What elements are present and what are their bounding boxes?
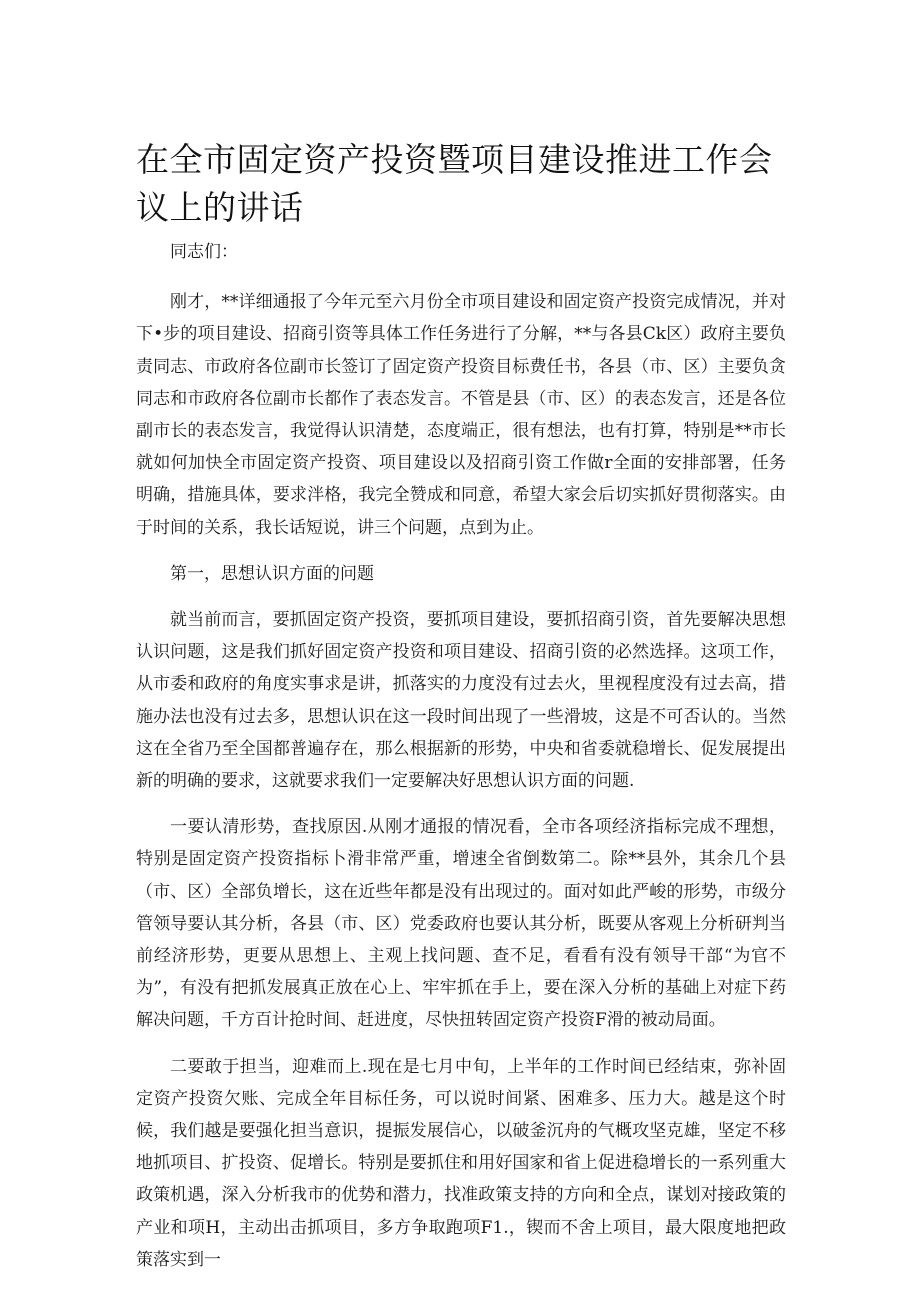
page-title: 在全市固定资产投资暨项目建设推进工作会议上的讲话 xyxy=(136,140,773,227)
paragraph-point-one: 一要认清形势，查找原因.从刚才通报的情况看，全市各项经济指标完成不理想，特别是固定资产投资指标卜滑非常严重，增速全省倒数第二。除**县外，其余几个县（市、区）全部负增长，这在近些年都是没有出现过的。面对如此严峻的形势，市级分管领导要认其分析，各县（市、区）党委政府也要认其分析，既要从客观上分析研判当前经济形势，更要从思想上、主观上找问题、查不足，看看有没有领导干部“为官不为”，有没有把抓发展真正放在心上、牢牢抓在手上，要在深入分析的基础上对症下药解决问题，千方百计抢时间、赶进度，尽快扭转固定资产投资F滑的被动局面。 xyxy=(136,817,786,1031)
paragraph-point-two: 二要敢于担当，迎难而上.现在是七月中旬，上半年的工作时间已经结束，弥补固定资产投资欠账、完成全年目标任务，可以说时间紧、困难多、压力大。越是这个时候，我们越是要强化担当意识，提振发展信心，以破釜沉舟的气概攻坚克雄，坚定不移地抓项目、扩投资、促增长。特别是要抓住和用好国家和省上促进稳增长的一系列重大政策机遇，深入分析我市的优势和潜力，找准政策支持的方向和全点，谋划对接政策的产业和项H，主动出击抓项目，多方争取跑项F1.，锲而不舍上项目，最大限度地把政策落实到一 xyxy=(136,1056,786,1270)
document-body xyxy=(136,236,786,1290)
salutation: 同志们： xyxy=(170,242,238,262)
section-heading: 第一，思想认识方面的问题 xyxy=(170,563,374,584)
paragraph-section-intro: 就当前而言，要抓固定资产投资，要抓项目建设，要抓招商引资，首先要解决思想认识问题，这是我们抓好固定资产投资和项目建设、招商引资的必然选择。这项工作，从市委和政府的角度实事求是讲，抓落实的力度没有过去火，里视程度没有过去高，措施办法也没有过去多，思想认识在这一段时间出现了一些滑坡，这是不可否认的。当然这在全省乃至全国都普遍存在，那么根据新的形势，中央和省委就稳增长、促发展提出新的明确的要求，这就要求我们一定要解决好思想认识方面的问题. xyxy=(136,610,786,792)
paragraph-intro: 刚才，**详细通报了今年元至六月份全市项目建设和固定资产投资完成情况，并对下•步的项目建设、招商引资等具体工作任务进行了分解，**与各县Ck区）政府主要负责同志、市政府各位副市长签订了固定资产投资目标费任书，各县（市、区）主要负贪同志和市政府各位副市长都作了表态发言。不管是县（市、区）的表态发言，还是各位副市长的表态发言，我觉得认识清楚，态度端正，很有想法，也有打算，特别是**市长就如何加快全市固定资产投资、项目建设以及招商引资工作做r全面的安排部署，任务明确，措施具体，要求泮格，我完全赞成和同意，希望大家会后切实抓好贯彻落实。由于时间的关系，我长话短说，讲三个问题，点到为止。 xyxy=(136,292,786,538)
